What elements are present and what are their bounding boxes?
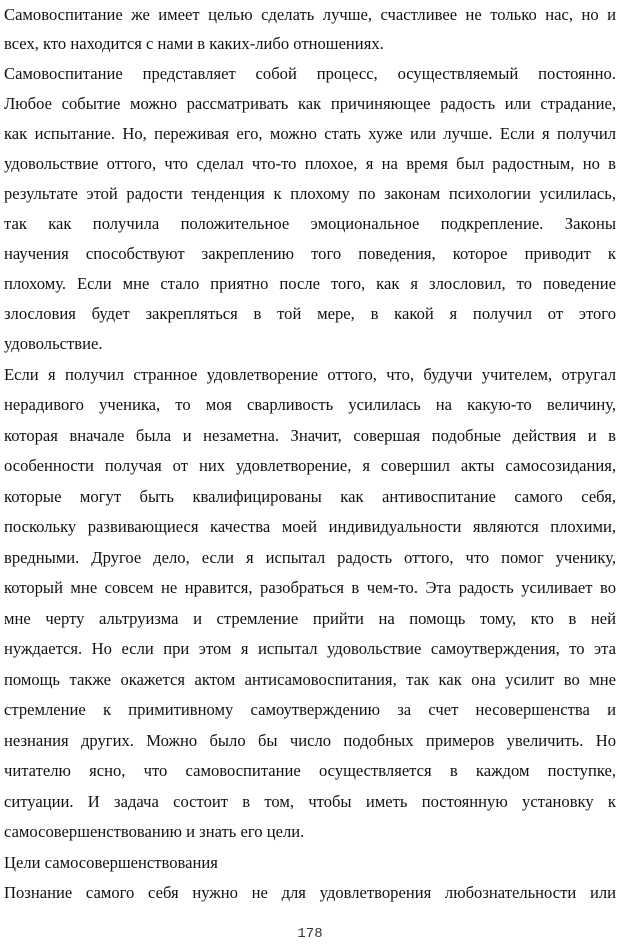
text-line: стремление к примитивному самоутверждению за счет несовершенства и bbox=[4, 700, 616, 719]
document-page bbox=[4, 0, 616, 944]
text-line: ситуации. И задача состоит в том, чтобы иметь постоянную установку к bbox=[4, 792, 616, 811]
section-heading: Цели самосовершенствования bbox=[4, 853, 218, 872]
text-line: нерадивого ученика, то моя сварливость усилилась на какую-то величину, bbox=[4, 395, 616, 414]
text-line: Познание самого себя нужно не для удовлетворения любознательности или bbox=[4, 883, 616, 902]
text-line: Самовоспитание представляет собой процесс, осуществляемый постоянно. bbox=[4, 64, 616, 83]
text-line: читателю ясно, что самовоспитание осуществляется в каждом поступке, bbox=[4, 761, 616, 780]
text-line: так как получила положительное эмоциональное подкрепление. Законы bbox=[4, 214, 616, 233]
text-line: всех, кто находится с нами в каких-либо отношениях. bbox=[4, 34, 384, 53]
text-line: как испытание. Но, переживая его, можно стать хуже или лучше. Если я получил bbox=[4, 124, 616, 143]
text-line: научения способствуют закреплению того поведения, которое приводит к bbox=[4, 244, 616, 263]
text-line: удовольствие. bbox=[4, 334, 103, 353]
text-line: плохому. Если мне стало приятно после того, как я злословил, то поведение bbox=[4, 274, 616, 293]
text-line: вредными. Другое дело, если я испытал радость оттого, что помог ученику, bbox=[4, 548, 616, 567]
text-line: Если я получил странное удовлетворение оттого, что, будучи учителем, отругал bbox=[4, 365, 616, 384]
text-line: особенности получая от них удовлетворение, я совершил акты самосозидания, bbox=[4, 456, 616, 475]
text-line: мне черту альтруизма и стремление прийти на помощь тому, кто в ней bbox=[4, 609, 616, 628]
page-number: 178 bbox=[297, 926, 323, 942]
text-line: Любое событие можно рассматривать как причиняющее радость или страдание, bbox=[4, 94, 616, 113]
text-line: незнания других. Можно было бы число подобных примеров увеличить. Но bbox=[4, 731, 616, 750]
text-line: поскольку развивающиеся качества моей индивидуальности являются плохими, bbox=[4, 517, 616, 536]
text-line: которые могут быть квалифицированы как антивоспитание самого себя, bbox=[4, 487, 616, 506]
text-line: нуждается. Но если при этом я испытал удовольствие самоутверждения, то эта bbox=[4, 639, 616, 658]
text-line: который мне совсем не нравится, разобраться в чем-то. Эта радость усиливает во bbox=[4, 578, 616, 597]
text-line: Самовоспитание же имеет целью сделать лучше, счастливее не только нас, но и bbox=[4, 5, 616, 24]
text-line: самосовершенствованию и знать его цели. bbox=[4, 822, 305, 841]
text-line: результате этой радости тенденция к плохому по законам психологии усилилась, bbox=[4, 184, 616, 203]
text-line: помощь также окажется актом антисамовоспитания, так как она усилит во мне bbox=[4, 670, 616, 689]
text-line: удовольствие оттого, что сделал что-то плохое, я на время был радостным, но в bbox=[4, 154, 616, 173]
text-line: злословия будет закрепляться в той мере, в какой я получил от этого bbox=[4, 304, 616, 323]
text-line: которая вначале была и незаметна. Значит, совершая подобные действия и в bbox=[4, 426, 616, 445]
